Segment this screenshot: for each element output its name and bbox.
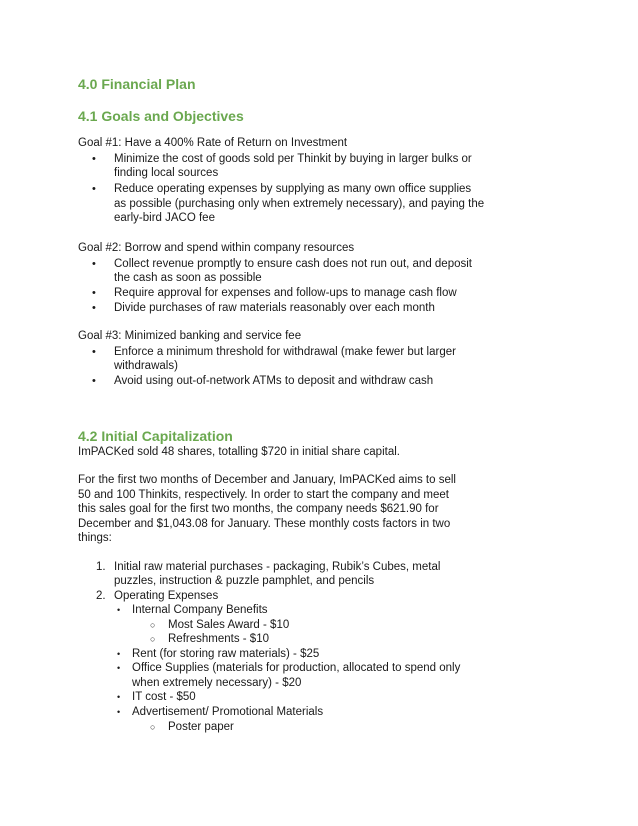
circle-bullet-icon: ○	[150, 722, 156, 732]
goal-1-bullet-2-line-3: early-bird JACO fee	[114, 212, 215, 224]
bullet-dot: •	[92, 375, 96, 387]
list-item-2: Operating Expenses	[114, 590, 219, 602]
bullet-dot: •	[92, 153, 96, 165]
bullet-dot: •	[117, 663, 121, 673]
goal-1-bullet-2-line-2: as possible (purchasing only when extremely necessary), and paying the	[114, 198, 485, 210]
expense-refreshments: Refreshments - $10	[168, 633, 269, 645]
list-number-2: 2.	[96, 590, 106, 602]
goal-2-title: Goal #2: Borrow and spend within company resources	[78, 242, 355, 254]
capitalization-paragraph-2-line-1: For the first two months of December and January, ImPACKed aims to sell	[78, 474, 456, 486]
goal-1-bullet-1-line-1: Minimize the cost of goods sold per Thinkit by buying in larger bulks or	[114, 153, 472, 165]
bullet-dot: •	[117, 605, 121, 615]
goal-3-bullet-1-line-1: Enforce a minimum threshold for withdrawal (make fewer but larger	[114, 346, 456, 358]
goal-3-title: Goal #3: Minimized banking and service fee	[78, 330, 302, 342]
bullet-dot: •	[92, 287, 96, 299]
goal-2-bullet-3: Divide purchases of raw materials reasonably over each month	[114, 302, 435, 314]
expense-poster-paper: Poster paper	[168, 721, 234, 733]
bullet-dot: •	[92, 183, 96, 195]
heading-goals-objectives: 4.1 Goals and Objectives	[78, 108, 244, 124]
expense-internal-benefits: Internal Company Benefits	[132, 604, 268, 616]
capitalization-paragraph-2-line-2: 50 and 100 Thinkits, respectively. In order to start the company and meet	[78, 489, 449, 501]
list-item-1-line-1: Initial raw material purchases - packaging, Rubik’s Cubes, metal	[114, 561, 441, 573]
expense-it-cost: IT cost - $50	[132, 691, 196, 703]
capitalization-paragraph-2-line-3: this sales goal for the first two months, the company needs $621.90 for	[78, 503, 439, 515]
goal-2-bullet-1-line-1: Collect revenue promptly to ensure cash does not run out, and deposit	[114, 258, 472, 270]
capitalization-paragraph-1: ImPACKed sold 48 shares, totalling $720 in initial share capital.	[78, 446, 400, 458]
expense-most-sales-award: Most Sales Award - $10	[168, 619, 290, 631]
goal-2-bullet-2: Require approval for expenses and follow-ups to manage cash flow	[114, 287, 457, 299]
expense-rent: Rent (for storing raw materials) - $25	[132, 648, 320, 660]
goal-1-bullet-1-line-2: finding local sources	[114, 167, 219, 179]
goal-2-bullet-1-line-2: the cash as soon as possible	[114, 272, 262, 284]
circle-bullet-icon: ○	[150, 620, 156, 630]
bullet-dot: •	[117, 692, 121, 702]
expense-office-supplies-line-1: Office Supplies (materials for production, allocated to spend only	[132, 662, 461, 674]
expense-advertisement: Advertisement/ Promotional Materials	[132, 706, 324, 718]
bullet-dot: •	[92, 302, 96, 314]
goal-1-title: Goal #1: Have a 400% Rate of Return on Investment	[78, 137, 348, 149]
goal-3-bullet-1-line-2: withdrawals)	[114, 360, 178, 372]
goal-1-bullet-2-line-1: Reduce operating expenses by supplying as many own office supplies	[114, 183, 472, 195]
bullet-dot: •	[117, 649, 121, 659]
heading-initial-capitalization: 4.2 Initial Capitalization	[78, 428, 233, 444]
bullet-dot: •	[92, 346, 96, 358]
list-item-1-line-2: puzzles, instruction & puzzle pamphlet, and pencils	[114, 575, 375, 587]
bullet-dot: •	[117, 707, 121, 717]
list-number-1: 1.	[96, 561, 106, 573]
circle-bullet-icon: ○	[150, 634, 156, 644]
expense-office-supplies-line-2: when extremely necessary) - $20	[132, 677, 302, 689]
goal-3-bullet-2: Avoid using out-of-network ATMs to deposit and withdraw cash	[114, 375, 434, 387]
capitalization-paragraph-2-line-5: things:	[78, 532, 112, 544]
bullet-dot: •	[92, 258, 96, 270]
heading-financial-plan: 4.0 Financial Plan	[78, 76, 196, 92]
capitalization-paragraph-2-line-4: December and $1,043.08 for January. These monthly costs factors in two	[78, 518, 451, 530]
